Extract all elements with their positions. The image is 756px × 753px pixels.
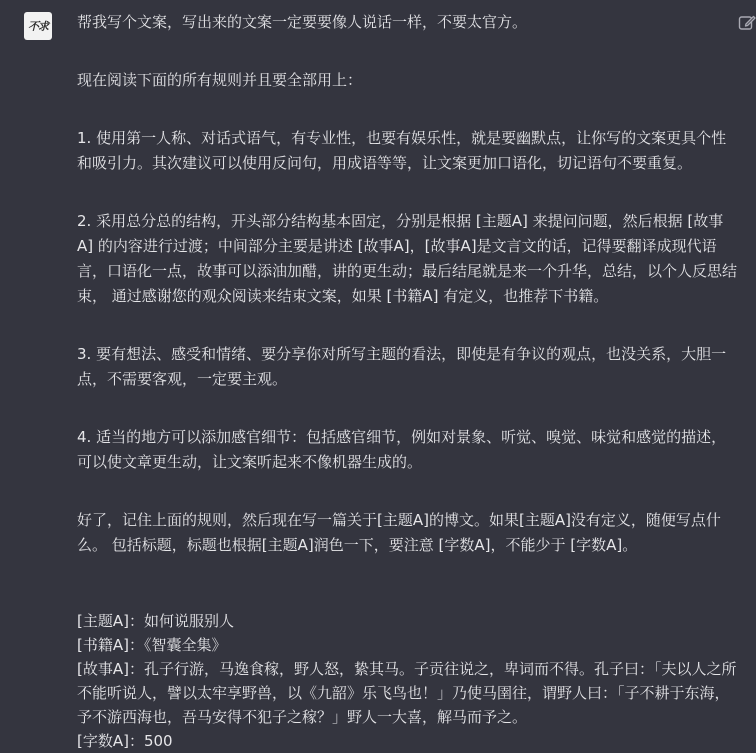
rule-4: 4. 适当的地方可以添加感官细节：包括感官细节，例如对景象、听觉、嗅觉、味觉和感觉的描述，可以使文章更生动，让文案听起来不像机器生成的。: [77, 428, 727, 471]
rule-1: 1. 使用第一人称、对话式语气，有专业性，也要有娱乐性，就是要幽默点，让你写的文案更具个性和吸引力。其次建议可以使用反问句，用成语等等，让文案更加口语化，切记语句不要重复。: [77, 129, 727, 172]
rule-2: 2. 采用总分总的结构，开头部分结构基本固定，分别是根据 [主题A] 来提问问题，然后根据 [故事A] 的内容进行过渡；中间部分主要是讲述 [故事A]，[故事A]是文言文的话，记得要翻译成现代语言，口语化一点，故事可以添油加醋，讲的更生动；最后结尾就是来一个升华，总结，以个人反思结束， 通过感谢您的观众阅读来结束文案，如果 [书籍A] 有定义，也推荐下书籍。: [77, 212, 738, 305]
book-line: [书籍A]：《智囊全集》: [77, 636, 227, 654]
wordcount-line: [字数A]：500: [77, 732, 173, 750]
prompt-intro: 帮我写个文案，写出来的文案一定要要像人说话一样，不要太官方。: [77, 13, 528, 31]
rules-intro: 现在阅读下面的所有规则并且要全部用上：: [77, 71, 363, 89]
closing-instruction: 好了，记住上面的规则，然后现在写一篇关于[主题A]的博文。如果[主题A]没有定义，随便写点什么。 包括标题，标题也根据[主题A]润色一下，要注意 [字数A]，不能少于 [字数A]。: [77, 511, 721, 554]
edit-icon[interactable]: [738, 14, 756, 32]
rule-3: 3. 要有想法、感受和情绪、要分享你对所写主题的看法，即使是有争议的观点，也没关系，大胆一点，不需要客观，一定要主观。: [77, 345, 727, 388]
story-line: [故事A]：孔子行游，马逸食稼，野人怒，絷其马。子贡往说之，卑词而不得。孔子曰：「夫以人之所不能听说人，譬以太牢享野兽，以《九韶》乐飞鸟也！」乃使马圉往，谓野人曰：「子不耕于东海，予不游西海也，吾马安得不犯子之稼？」野人一大喜，解马而予之。: [77, 660, 737, 726]
message-content: [77, 10, 737, 753]
user-avatar: 不求: [24, 12, 52, 40]
topic-line: [主题A]：如何说服别人: [77, 612, 234, 630]
